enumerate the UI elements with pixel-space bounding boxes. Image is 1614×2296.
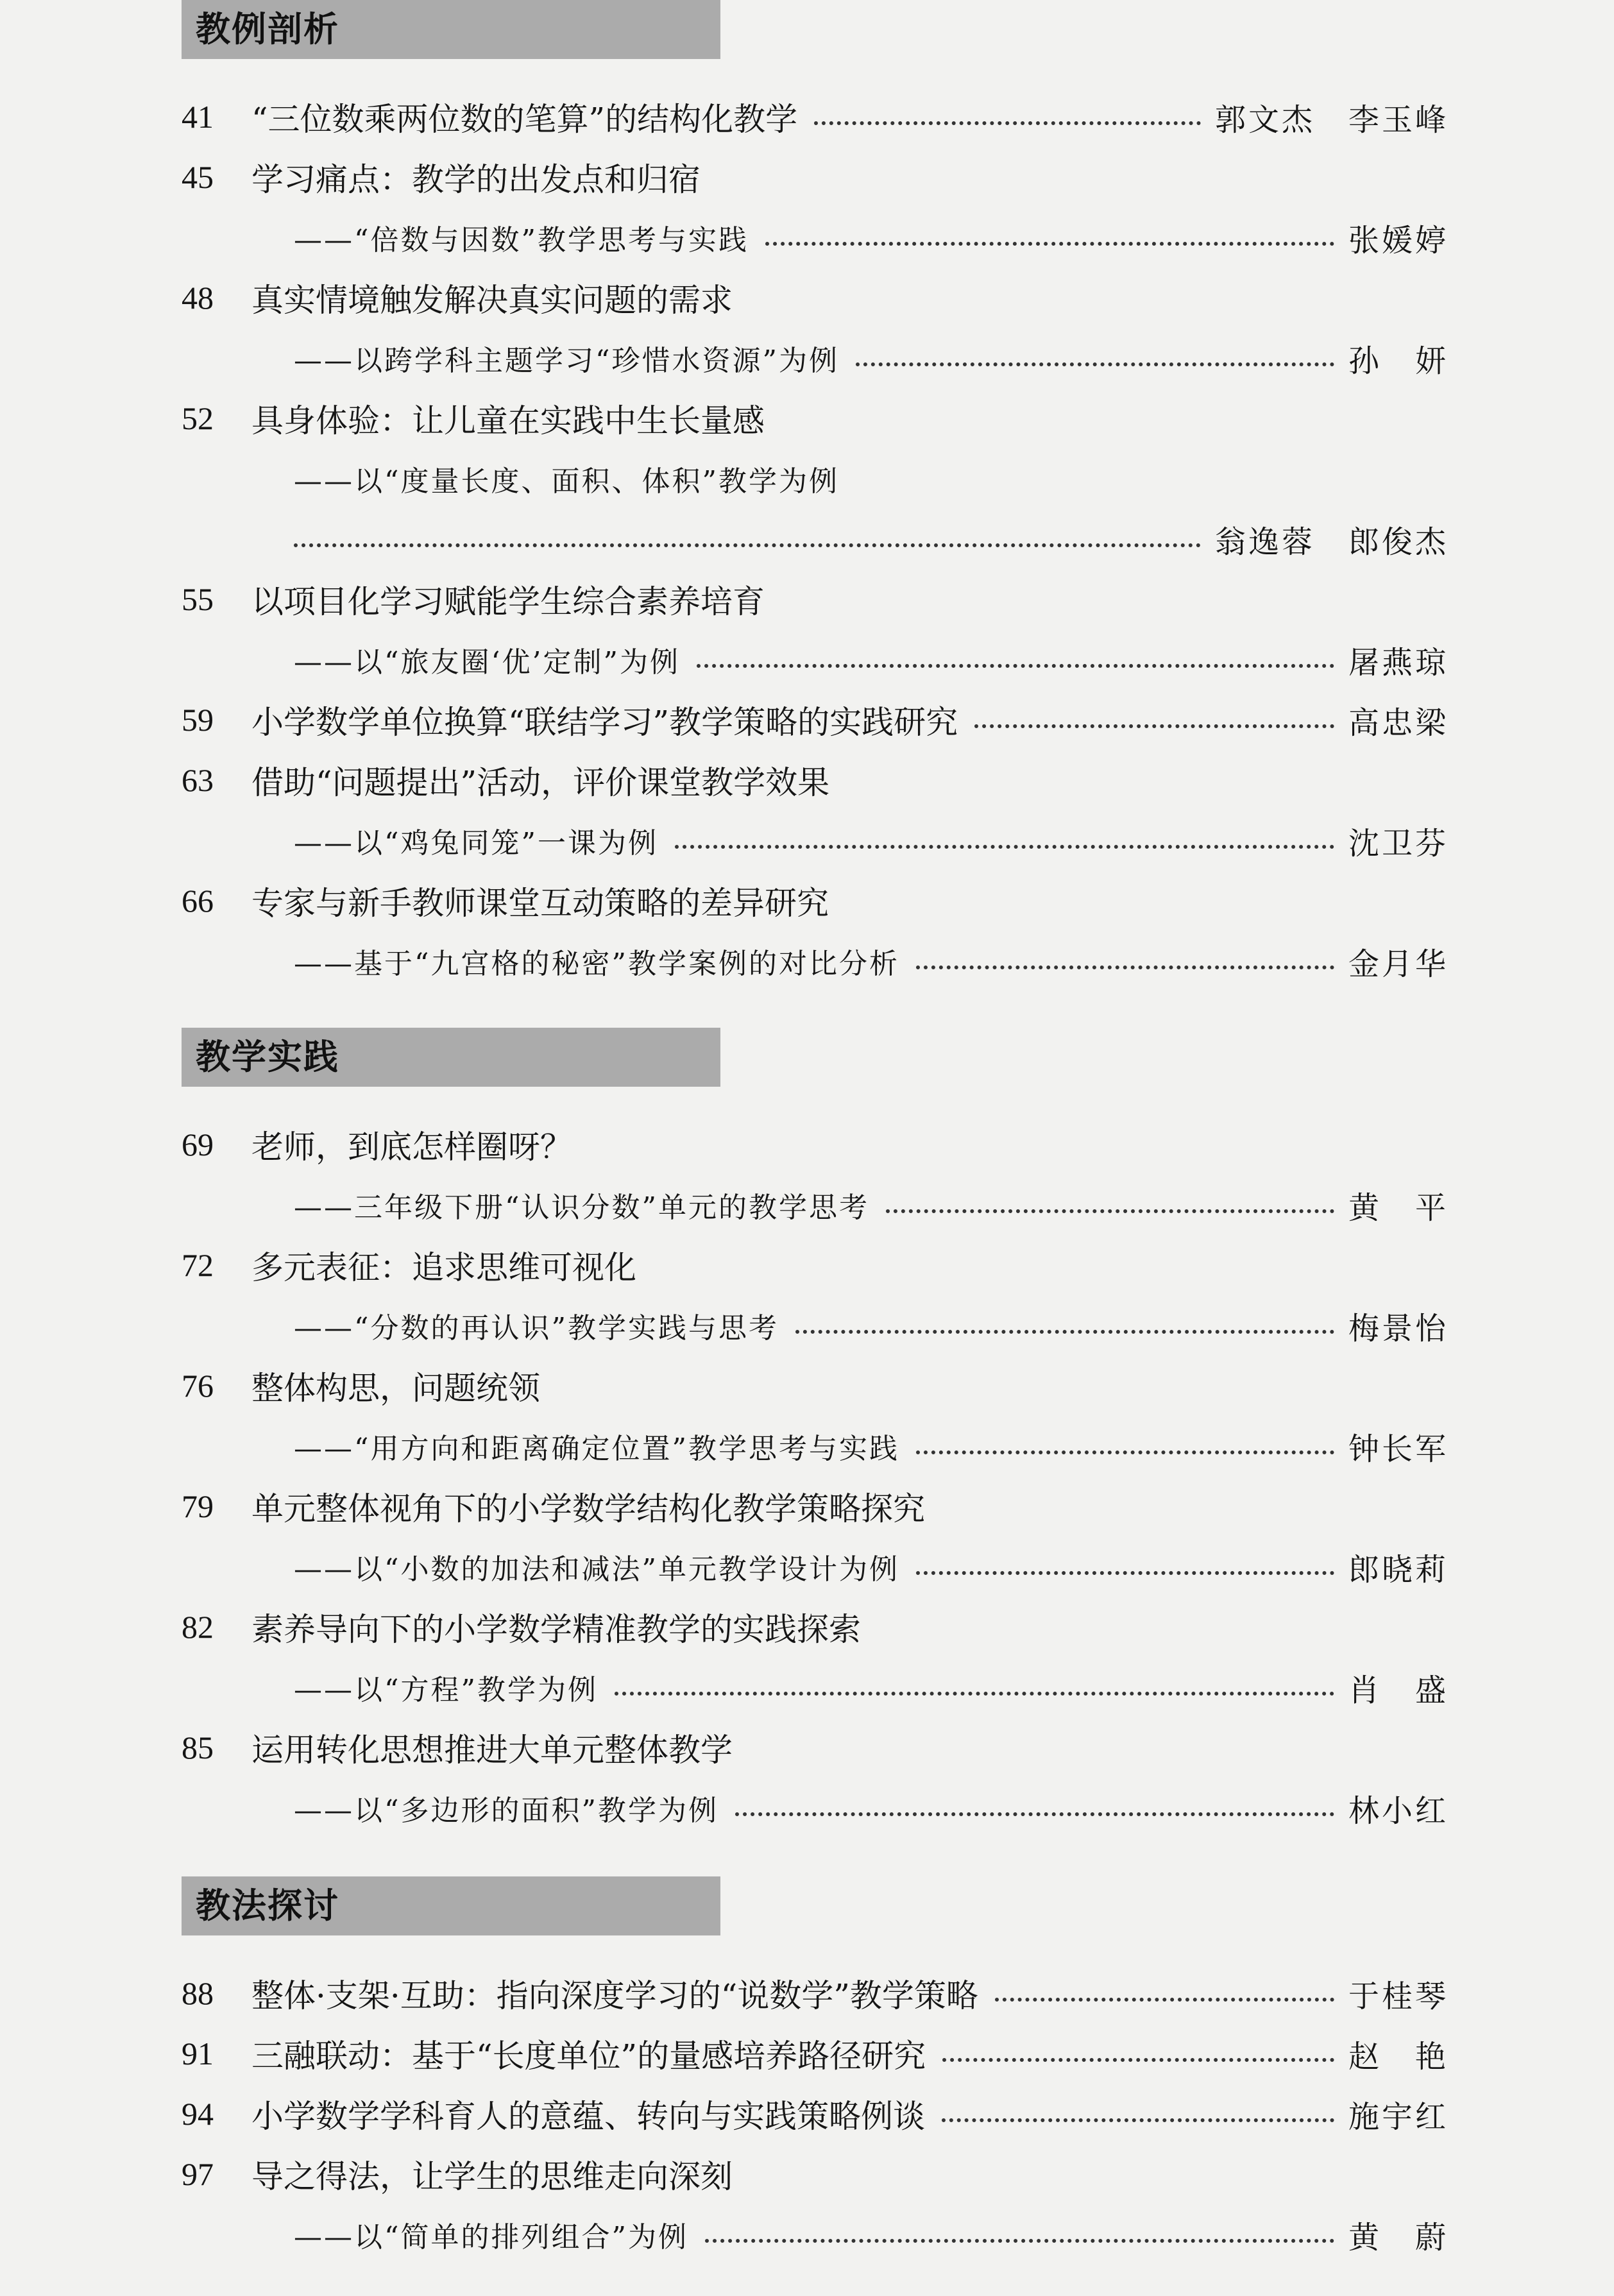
entry-author: 钟长军: [1348, 1431, 1448, 1467]
entry-author: 黄 蔚: [1348, 2219, 1448, 2256]
leader-dots: [735, 1812, 1334, 1816]
entry-title: 具身体验：让儿童在实践中生长量感: [251, 402, 765, 439]
toc-entry[interactable]: [182, 1114, 1448, 1175]
leader-dots: [697, 664, 1334, 668]
leader-dots: [974, 724, 1334, 728]
page-number: 41: [182, 99, 214, 135]
leader-dots: [814, 121, 1201, 125]
entry-subtitle: ——以跨学科主题学习“珍惜水资源”为例: [294, 344, 839, 377]
page-number: 76: [182, 1368, 214, 1404]
page-number: 79: [182, 1488, 214, 1524]
entry-title: 运用转化思想推进大单元整体教学: [251, 1731, 733, 1769]
entry-title: 学习痛点：教学的出发点和归宿: [251, 161, 701, 198]
entry-subtitle: ——“分数的再认识”教学实践与思考: [294, 1312, 779, 1345]
toc-entry[interactable]: [182, 2023, 1448, 2084]
entry-title: 小学数学单位换算“联结学习”教学策略的实践研究: [251, 704, 958, 741]
leader-dots: [916, 1571, 1334, 1575]
entry-author: 梅景怡: [1348, 1310, 1448, 1347]
page-number: 97: [182, 2156, 214, 2192]
entry-title: 借助“问题提出”活动，评价课堂教学效果: [251, 764, 830, 801]
page-number: 91: [182, 2036, 214, 2071]
entry-subtitle: ——三年级下册“认识分数”单元的教学思考: [294, 1191, 869, 1224]
entry-author: 高忠梁: [1348, 704, 1448, 741]
page-number: 45: [182, 159, 214, 195]
page-number: 66: [182, 883, 214, 919]
entry-title: 多元表征：追求思维可视化: [251, 1249, 636, 1286]
entry-subtitle: ——以“小数的加法和减法”单元教学设计为例: [294, 1553, 899, 1586]
toc-subentry[interactable]: [182, 1536, 1448, 1597]
toc-subentry[interactable]: [182, 1778, 1448, 1838]
page-number: 94: [182, 2096, 214, 2132]
entry-subtitle: ——以“多边形的面积”教学为例: [294, 1794, 718, 1827]
toc-entry[interactable]: [182, 2084, 1448, 2144]
page-number: 52: [182, 400, 214, 436]
toc-entry[interactable]: [182, 268, 1448, 328]
leader-dots: [675, 845, 1334, 849]
toc-entry[interactable]: [182, 871, 1448, 931]
page-number: 85: [182, 1730, 214, 1765]
page-number: 63: [182, 762, 214, 798]
page-number: 55: [182, 581, 214, 617]
entry-title: 老师，到底怎样圈呀？: [251, 1128, 572, 1166]
entry-author: 沈卫芬: [1348, 825, 1448, 862]
page-number: 59: [182, 702, 214, 738]
toc-entry[interactable]: [182, 1597, 1448, 1657]
entry-author: 肖 盛: [1348, 1672, 1448, 1708]
page-number: 72: [182, 1247, 214, 1283]
leader-dots: [916, 965, 1334, 969]
toc-subentry[interactable]: [182, 1175, 1448, 1235]
section-header: 教学实践: [182, 1028, 720, 1087]
entry-author: 林小红: [1348, 1792, 1448, 1829]
toc-entry[interactable]: [182, 1717, 1448, 1778]
page-number: 82: [182, 1609, 214, 1645]
toc-entry[interactable]: [182, 1235, 1448, 1295]
leader-dots: [856, 362, 1334, 366]
leader-dots: [942, 2118, 1334, 2122]
toc-entry[interactable]: [182, 388, 1448, 448]
entry-title: 单元整体视角下的小学数学结构化教学策略探究: [251, 1490, 925, 1527]
entry-subtitle: ——以“方程”教学为例: [294, 1674, 598, 1706]
entry-title: 素养导向下的小学数学精准教学的实践探索: [251, 1611, 861, 1648]
leader-dots: [886, 1209, 1334, 1213]
leader-dots: [995, 1998, 1334, 2002]
entry-title: 小学数学学科育人的意蕴、转向与实践策略例谈: [251, 2098, 925, 2135]
toc-entry[interactable]: [182, 2144, 1448, 2204]
page-number: 48: [182, 280, 214, 316]
toc-subentry[interactable]: [182, 1657, 1448, 1717]
leader-dots: [765, 242, 1334, 246]
leader-dots: [942, 2058, 1334, 2062]
leader-dots: [795, 1330, 1334, 1334]
entry-title: 以项目化学习赋能学生综合素养培育: [251, 583, 765, 620]
entry-title: 三融联动：基于“长度单位”的量感培养路径研究: [251, 2037, 926, 2075]
section-header: 教例剖析: [182, 0, 720, 59]
entry-subtitle: ——以“旅友圈‘优’定制”为例: [294, 646, 680, 679]
entry-subtitle: ——以“简单的排列组合”为例: [294, 2221, 688, 2254]
toc-entry[interactable]: [182, 87, 1448, 147]
page-number: 88: [182, 1975, 214, 2011]
entry-title: 真实情境触发解决真实问题的需求: [251, 282, 733, 319]
entry-title: 整体构思，问题统领: [251, 1370, 540, 1407]
toc-entry[interactable]: [182, 1963, 1448, 2023]
entry-subtitle: ——以“鸡兔同笼”一课为例: [294, 827, 658, 860]
entry-author: 黄 平: [1348, 1189, 1448, 1226]
entry-title: “三位数乘两位数的笔算”的结构化教学: [251, 101, 798, 138]
toc-author-line[interactable]: [182, 509, 1448, 569]
entry-subtitle: ——“用方向和距离确定位置”教学思考与实践: [294, 1433, 899, 1465]
toc-entry[interactable]: [182, 147, 1448, 207]
page-number: 69: [182, 1127, 214, 1162]
entry-author: 郎晓莉: [1348, 1551, 1448, 1588]
entry-title: 整体·支架·互助：指向深度学习的“说数学”教学策略: [251, 1977, 978, 2014]
entry-author: 张媛婷: [1348, 222, 1448, 259]
entry-author: 孙 妍: [1348, 343, 1448, 379]
entry-subtitle: ——基于“九宫格的秘密”教学案例的对比分析: [294, 948, 899, 980]
entry-author: 郭文杰 李玉峰: [1214, 101, 1448, 138]
entry-subtitle: ——以“度量长度、面积、体积”教学为例: [294, 465, 839, 498]
entry-author: 屠燕琼: [1348, 644, 1448, 681]
toc-entry[interactable]: [182, 750, 1448, 810]
entry-title: 导之得法，让学生的思维走向深刻: [251, 2158, 733, 2195]
entry-title: 专家与新手教师课堂互动策略的差异研究: [251, 885, 829, 922]
toc-subentry[interactable]: [182, 629, 1448, 690]
toc-entry[interactable]: [182, 1356, 1448, 1416]
toc-subentry[interactable]: [182, 2204, 1448, 2265]
toc-subentry[interactable]: [182, 448, 1448, 509]
section-header: 教法探讨: [182, 1876, 720, 1935]
toc-subentry[interactable]: [182, 931, 1448, 991]
leader-dots: [705, 2239, 1334, 2243]
entry-author: 赵 艳: [1348, 2038, 1448, 2075]
toc-subentry[interactable]: [182, 810, 1448, 871]
entry-author: 于桂琴: [1348, 1978, 1448, 2014]
leader-dots: [916, 1450, 1334, 1454]
leader-dots: [615, 1692, 1334, 1696]
toc-subentry[interactable]: [182, 1295, 1448, 1356]
toc-entry[interactable]: [182, 1476, 1448, 1536]
entry-author: 翁逸蓉 郎俊杰: [1214, 523, 1448, 560]
toc-subentry[interactable]: [182, 207, 1448, 268]
toc-subentry[interactable]: [182, 1416, 1448, 1476]
entry-subtitle: ——“倍数与因数”教学思考与实践: [294, 224, 749, 257]
entry-author: 金月华: [1348, 946, 1448, 982]
entry-author: 施宇红: [1348, 2098, 1448, 2135]
toc-entry[interactable]: [182, 569, 1448, 629]
toc-entry[interactable]: [182, 690, 1448, 750]
leader-dots: [294, 543, 1201, 547]
toc-subentry[interactable]: [182, 328, 1448, 388]
